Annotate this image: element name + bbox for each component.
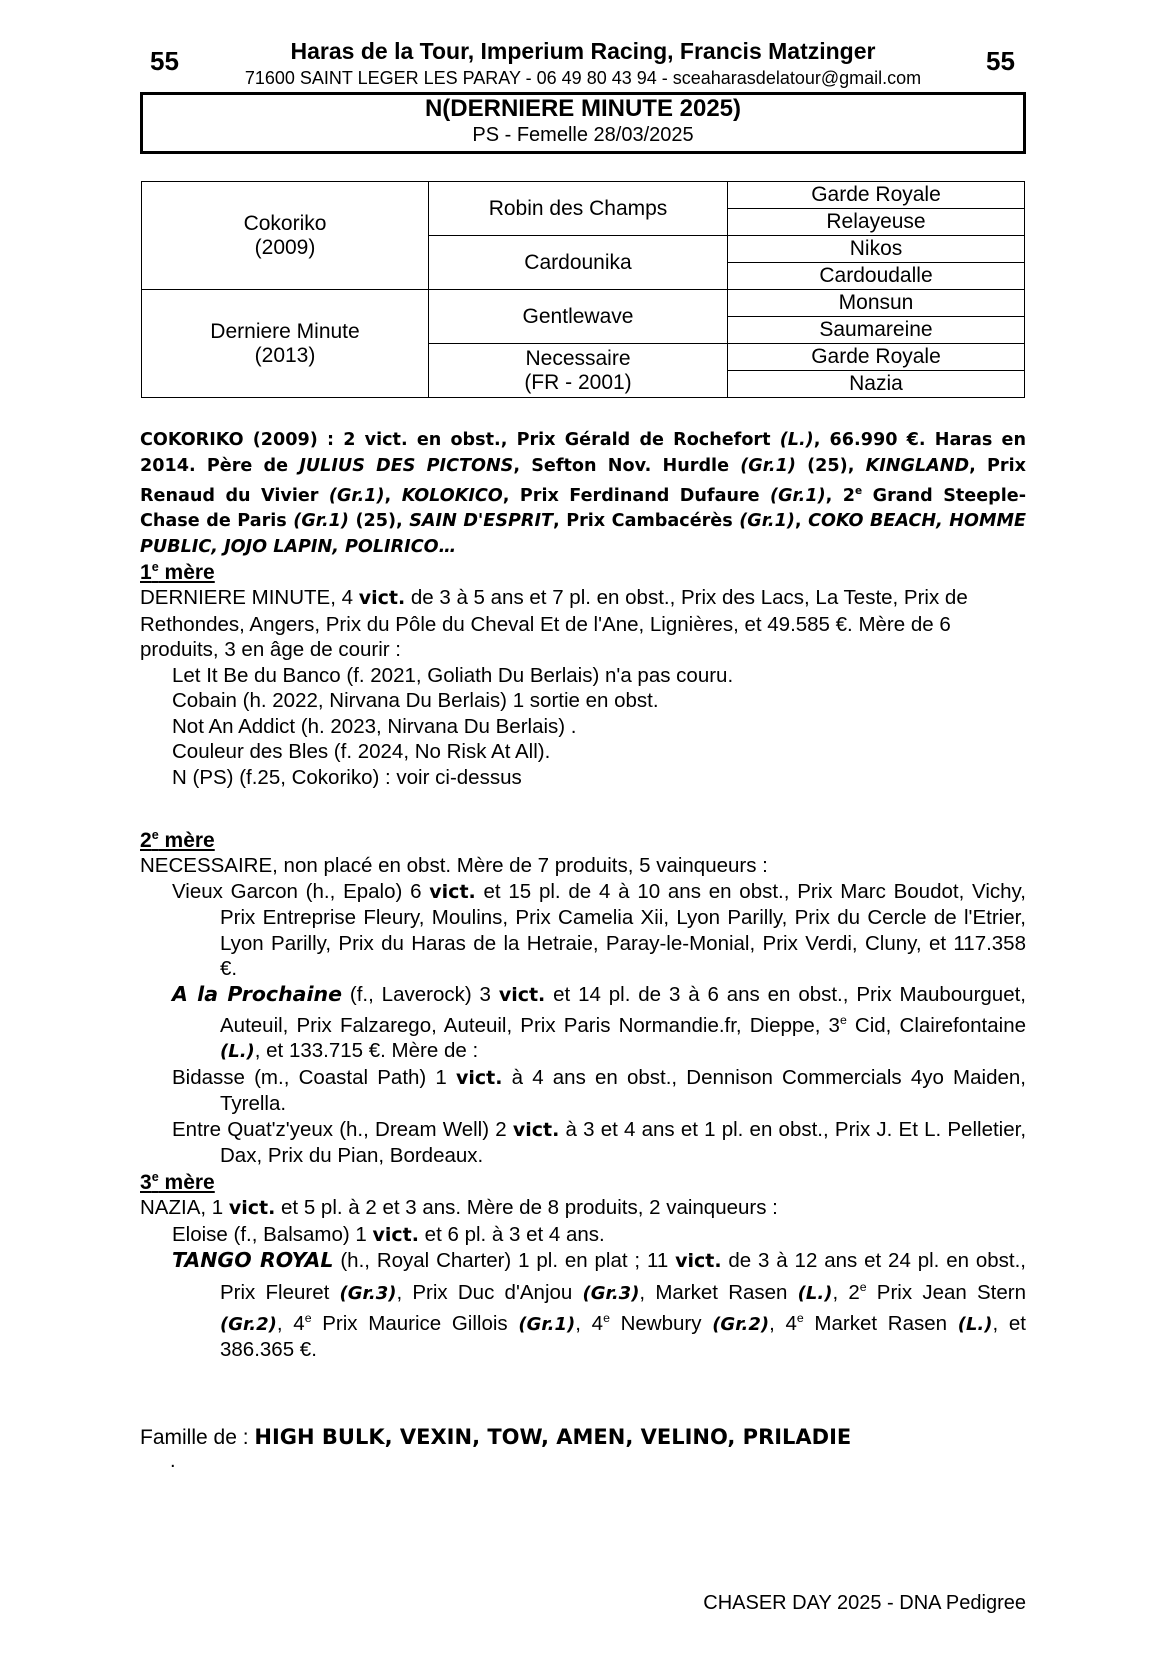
pedigree-gen3-3: Nikos <box>728 236 1025 263</box>
produit-item: A la Prochaine (f., Laverock) 3 vict. et 14 pl. de 3 à 6 ans en obst., Prix Maubourguet, Auteuil, Prix Falzarego, Auteuil, Prix Paris Normandie.fr, Dieppe, 3e Cid, Clairefontaine (L.), et 133.715 €. Mère de : <box>172 981 1027 1063</box>
produit-item: Vieux Garcon (h., Epalo) 6 vict. et 15 pl. de 4 à 10 ans en obst., Prix Marc Boudot, Vichy, Prix Entreprise Fleury, Moulins, Prix Camelia Xii, Lyon Parilly, Prix du Cercle de l'Etrier, Lyon Parilly, Prix du Haras de la Hetraie, Paray-le-Monial, Prix Verdi, Cluny, et 117.358 €. <box>172 879 1026 980</box>
sire-note: COKORIKO (2009) : 2 vict. en obst., Prix Gérald de Rochefort (L.), 66.990 €. Haras en 2014. Père de JULIUS DES PICTONS, Sefton Nov. Hurdle (Gr.1) (25), KINGLAND, Prix Renaud du Vivier (Gr.1), KOLOKICO, Prix Ferdinand Dufaure (Gr.1), 2e Grand Steeple-Chase de Paris (Gr.1) (25), SAIN D'ESPRIT, Prix Cambacérès (Gr.1), COKO BEACH, HOMME PUBLIC, JOJO LAPIN, POLIRICO… <box>140 430 1027 557</box>
horse-subtitle: PS - Femelle 28/03/2025 <box>472 124 694 146</box>
pedigree-sire: Cokoriko (2009) <box>142 182 429 290</box>
produit-item: TANGO ROYAL (h., Royal Charter) 1 pl. en plat ; 11 vict. de 3 à 12 ans et 24 pl. en obst., Prix Fleuret (Gr.3), Prix Duc d'Anjou (Gr.3), Market Rasen (L.), 2e Prix Jean Stern (Gr.2), 4e Prix Maurice Gillois (Gr.1), 4e Newbury (Gr.2), 4e Market Rasen (L.), et 386.365 €. <box>172 1248 1027 1362</box>
pedigree-dam: Derniere Minute (2013) <box>142 290 429 398</box>
produit-item: Not An Addict (h. 2023, Nirvana Du Berlais) . <box>172 714 577 738</box>
produit-item: Bidasse (m., Coastal Path) 1 vict. à 4 ans en obst., Dennison Commercials 4yo Maiden, Tyrella. <box>172 1065 1026 1116</box>
third-dam-block <box>140 1195 1026 1363</box>
produit-item: Cobain (h. 2022, Nirvana Du Berlais) 1 sortie en obst. <box>172 689 659 712</box>
pedigree-gen3-4: Cardoudalle <box>728 263 1025 290</box>
pedigree-gen3-5: Monsun <box>728 290 1025 317</box>
section-heading-second-dam: 2e mère <box>140 828 215 852</box>
family-line: Famille de : HIGH BULK, VEXIN, TOW, AMEN, VELINO, PRILADIE <box>140 1425 852 1449</box>
horse-name: N(DERNIERE MINUTE 2025) <box>424 95 742 122</box>
pedigree-sire-dam: Cardounika <box>429 236 728 290</box>
produit-item: Couleur des Bles (f. 2024, No Risk At All). <box>172 740 551 763</box>
pedigree-gen3-2: Relayeuse <box>728 209 1025 236</box>
lot-number-left: 55 <box>150 46 179 76</box>
section-heading-third-dam: 3e mère <box>140 1170 215 1194</box>
pedigree-dam-dam: Necessaire (FR - 2001) <box>429 344 728 398</box>
pedigree-dam-sire: Gentlewave <box>429 290 728 344</box>
pedigree-gen3-6: Saumareine <box>728 317 1025 344</box>
produit-item: Eloise (f., Balsamo) 1 vict. et 6 pl. à 3 et 4 ans. <box>172 1222 605 1246</box>
second-dam-summary: NECESSAIRE, non placé en obst. Mère de 7 produits, 5 vainqueurs : <box>140 854 768 877</box>
pedigree-gen3-1: Garde Royale <box>728 182 1025 209</box>
third-dam-summary: NAZIA, 1 vict. et 5 pl. à 2 et 3 ans. Mère de 8 produits, 2 vainqueurs : <box>140 1196 778 1219</box>
stray-dot: . <box>170 1450 176 1472</box>
second-dam-block <box>140 853 1026 1169</box>
first-dam-summary: DERNIERE MINUTE, 4 vict. de 3 à 5 ans et 7 pl. en obst., Prix des Lacs, La Teste, Prix de Rethondes, Angers, Prix du Pôle du Cheval Et de l'Ane, Lignières, et 49.585 €. Mère de 6 produits, 3 en âge de courir : <box>140 586 968 661</box>
lot-number-right: 55 <box>986 46 1015 76</box>
pedigree-gen3-8: Nazia <box>728 371 1025 398</box>
vendor-address: 71600 SAINT LEGER LES PARAY - 06 49 80 43 94 - sceaharasdelatour@gmail.com <box>244 68 922 88</box>
produit-item: Entre Quat'z'yeux (h., Dream Well) 2 vict. à 3 et 4 ans et 1 pl. en obst., Prix J. Et L. Pelletier, Dax, Prix du Pian, Bordeaux. <box>172 1117 1027 1168</box>
pedigree-table <box>141 181 1025 398</box>
section-heading-first-dam: 1e mère <box>140 560 215 584</box>
page-footer: CHASER DAY 2025 - DNA Pedigree <box>703 1592 1026 1614</box>
first-dam-block <box>140 585 1026 790</box>
pedigree-sire-sire: Robin des Champs <box>429 182 728 236</box>
produit-item: N (PS) (f.25, Cokoriko) : voir ci-dessus <box>172 765 522 789</box>
produit-item: Let It Be du Banco (f. 2021, Goliath Du Berlais) n'a pas couru. <box>172 663 734 687</box>
pedigree-gen3-7: Garde Royale <box>728 344 1025 371</box>
vendor-name: Haras de la Tour, Imperium Racing, Francis Matzinger <box>290 38 876 64</box>
title-box <box>140 92 1026 154</box>
